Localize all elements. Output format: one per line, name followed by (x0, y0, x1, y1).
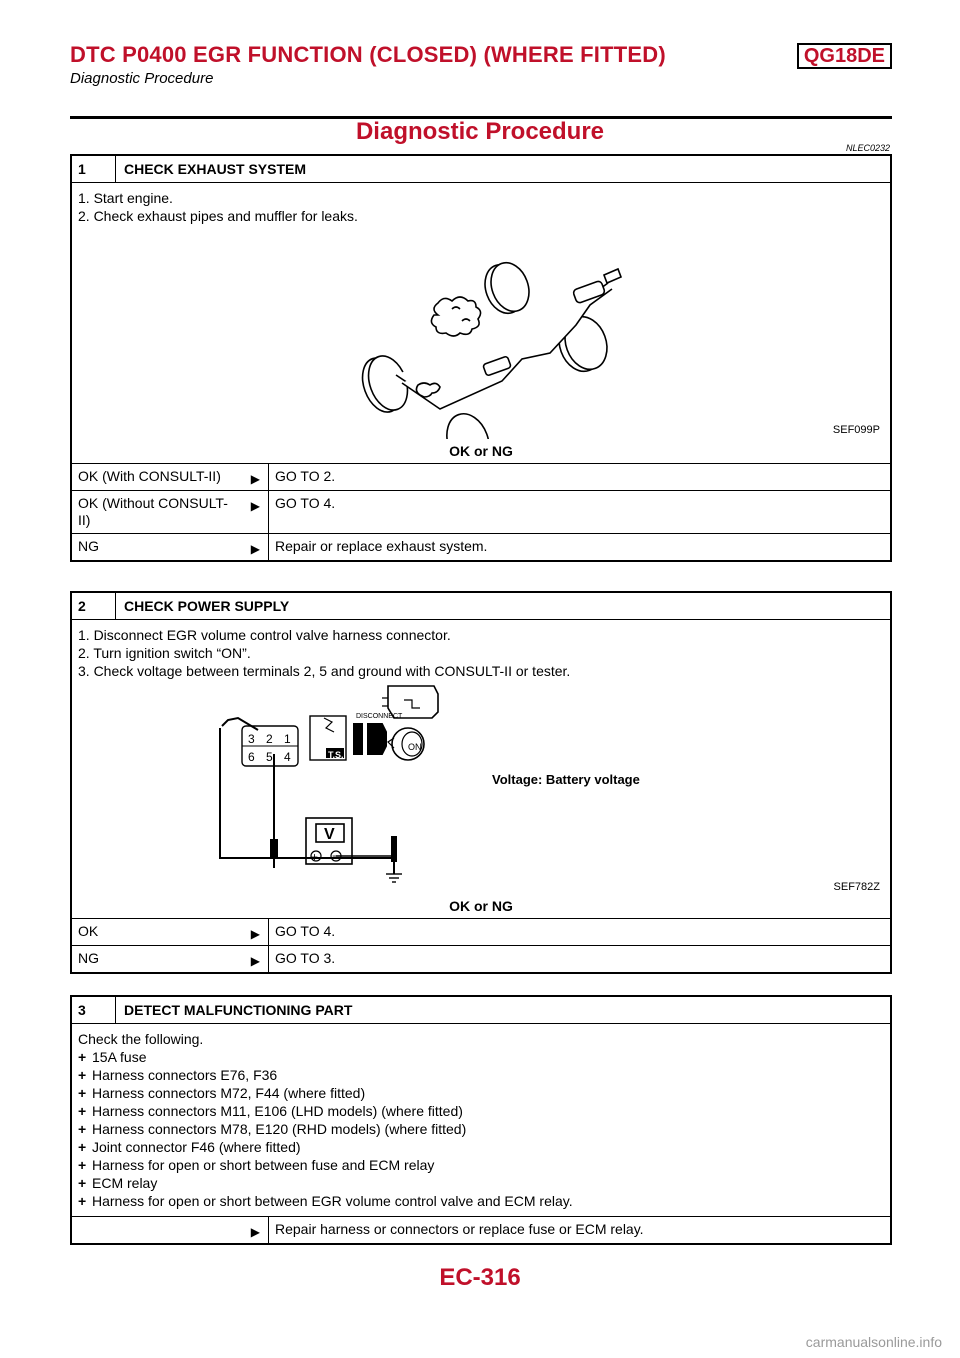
check-item: + ECM relay (78, 1175, 158, 1191)
bullet-icon: + (78, 1103, 87, 1119)
check-item: + Joint connector F46 (where fitted) (78, 1139, 301, 1155)
check-item: + 15A fuse (78, 1049, 147, 1065)
pin-label: 3 (248, 732, 255, 746)
step-number: 1 (72, 156, 116, 182)
step-number: 3 (72, 997, 116, 1023)
check-item: + Harness for open or short between fuse and ECM relay (78, 1157, 435, 1173)
page-number: EC-316 (439, 1264, 521, 1291)
check-item: + Harness connectors M11, E106 (LHD models) (where fitted) (78, 1103, 463, 1119)
check-item: + Harness connectors M72, F44 (where fitted) (78, 1085, 366, 1101)
step-title: DETECT MALFUNCTIONING PART (124, 1002, 353, 1018)
ts-label: T.S. (328, 750, 344, 760)
step-number: 2 (72, 593, 116, 619)
step-instructions (72, 183, 890, 439)
step-instructions (72, 1024, 890, 1216)
step-1-box (70, 154, 892, 562)
exhaust-system-illustration (78, 225, 884, 439)
result-condition: NG (78, 950, 99, 966)
figure-code: SEF782Z (833, 881, 880, 893)
instruction-line: 2. Turn ignition switch “ON”. (78, 645, 251, 661)
bullet-icon: + (78, 1193, 87, 1209)
exhaust-system-figure (78, 225, 884, 439)
pin-label: 6 (248, 750, 255, 764)
instruction-line: 1. Disconnect EGR volume control valve harness connector. (78, 627, 451, 643)
instruction-line: 2. Check exhaust pipes and muffler for leaks. (78, 208, 358, 224)
step-header (72, 593, 890, 620)
result-action: GO TO 3. (268, 946, 890, 972)
figure-code: SEF099P (832, 424, 880, 436)
watermark: carmanualsonline.info (805, 1334, 942, 1350)
arrow-right-icon: ▶ (250, 927, 260, 941)
pin-label: 4 (284, 750, 291, 764)
ok-or-ng-label: OK or NG (72, 894, 890, 919)
arrow-right-icon: ▶ (250, 1225, 260, 1239)
result-action: Repair or replace exhaust system. (268, 534, 890, 560)
bullet-icon: + (78, 1049, 87, 1065)
pin-label: 5 (266, 750, 273, 764)
instruction-line: Check the following. (78, 1031, 204, 1047)
step-header (72, 997, 890, 1024)
result-row (72, 534, 890, 560)
ok-or-ng-label: OK or NG (72, 439, 890, 464)
result-row (72, 491, 890, 534)
reference-code: NLEC0232 (845, 143, 890, 153)
result-row (72, 1216, 890, 1243)
bullet-icon: + (78, 1121, 87, 1137)
bullet-icon: + (78, 1139, 87, 1155)
result-row (72, 946, 890, 972)
check-item: + Harness connectors E76, F36 (78, 1067, 278, 1083)
voltmeter-label: V (324, 826, 335, 843)
check-item: + Harness connectors M78, E120 (RHD models) (where fitted) (78, 1121, 467, 1137)
result-action: GO TO 4. (268, 491, 890, 533)
arrow-right-icon: ▶ (250, 499, 260, 513)
step-instructions (72, 620, 890, 894)
voltage-check-illustration (78, 680, 884, 894)
bullet-icon: + (78, 1085, 87, 1101)
result-condition: NG (78, 538, 99, 554)
voltage-spec: Voltage: Battery voltage (492, 772, 640, 787)
step-3-box (70, 995, 892, 1245)
engine-badge: QG18DE (797, 43, 892, 69)
arrow-right-icon: ▶ (250, 542, 260, 556)
on-label: ON (408, 742, 422, 752)
power-supply-figure (78, 680, 884, 894)
arrow-right-icon: ▶ (250, 954, 260, 968)
disconnect-label: DISCONNECT (356, 713, 403, 720)
check-item: + Harness for open or short between EGR volume control valve and ECM relay. (78, 1193, 573, 1209)
step-2-box (70, 591, 892, 974)
result-action: GO TO 4. (268, 919, 890, 945)
section-subtitle: Diagnostic Procedure (70, 70, 214, 87)
arrow-right-icon: ▶ (250, 472, 260, 486)
result-condition: OK (Without CONSULT-II) (78, 495, 228, 528)
instruction-line: 3. Check voltage between terminals 2, 5 and ground with CONSULT-II or tester. (78, 663, 571, 679)
result-condition: OK (With CONSULT-II) (78, 468, 221, 484)
page-title: Diagnostic Procedure (355, 118, 605, 145)
result-row (72, 919, 890, 946)
svg-text:+: + (311, 850, 319, 864)
bullet-icon: + (78, 1157, 87, 1173)
step-title: CHECK EXHAUST SYSTEM (124, 161, 307, 177)
result-row (72, 464, 890, 491)
bullet-icon: + (78, 1175, 87, 1191)
bullet-icon: + (78, 1067, 87, 1083)
section-title: DTC P0400 EGR FUNCTION (CLOSED) (WHERE FITTED) (70, 42, 666, 67)
result-action: GO TO 2. (268, 464, 890, 490)
pin-label: 2 (266, 732, 273, 746)
result-condition: OK (78, 923, 99, 939)
svg-text:−: − (332, 849, 340, 863)
result-action: Repair harness or connectors or replace fuse or ECM relay. (268, 1217, 890, 1243)
step-header (72, 156, 890, 183)
instruction-line: 1. Start engine. (78, 190, 173, 206)
pin-label: 1 (284, 732, 291, 746)
step-title: CHECK POWER SUPPLY (124, 598, 290, 614)
